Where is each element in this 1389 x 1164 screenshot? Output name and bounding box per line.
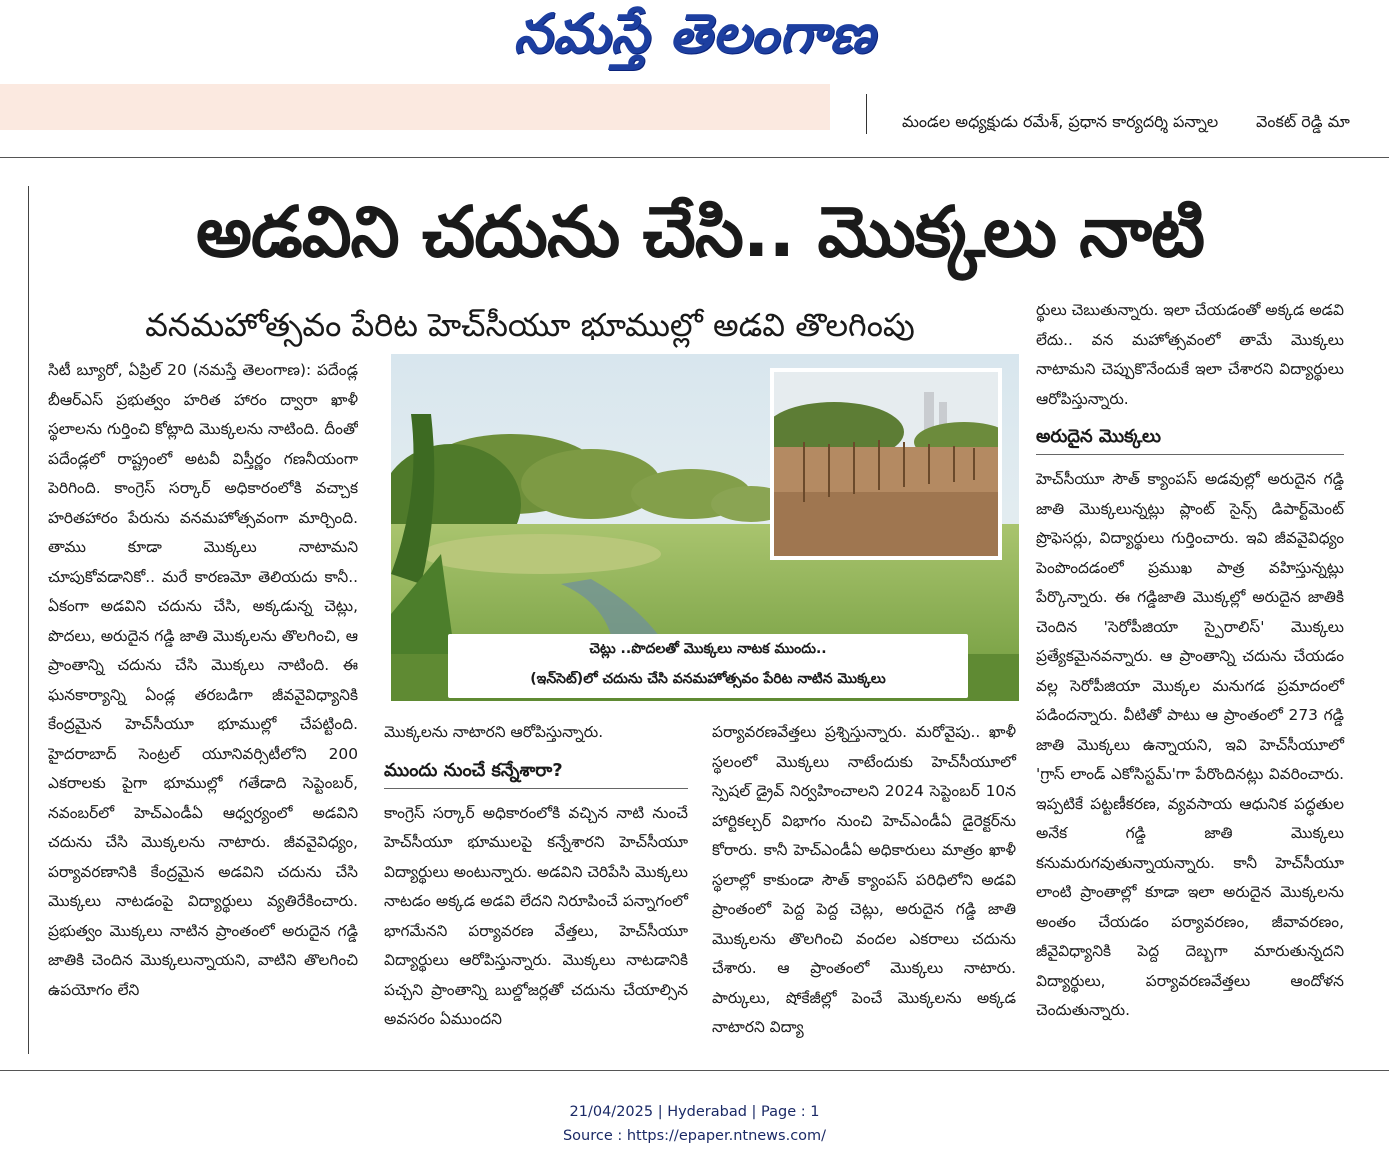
column-2-text-a: మొక్కలను నాటారని ఆరోపిస్తున్నారు. (384, 723, 604, 741)
section-subhead (1036, 422, 1344, 455)
planted-saplings-illustration (774, 372, 998, 556)
article-column-2 (384, 718, 688, 1035)
article-headline: అడవిని చదును చేసి.. మొక్కలు నాటి (195, 191, 1205, 273)
section-subhead (384, 756, 688, 789)
column-4-text-b: హెచ్‌సీయూ సౌత్ క్యాంపస్ అడవుల్లో అరుదైన గడ్డి జాతి మొక్కలున్నట్లు ప్లాంట్ సైన్స్ డిపార్ట్‌మెంట్ ప్రొఫెసర్లు, విద్యార్థులు గుర్తించారు. ఇవి జీవవైవిధ్యం పెంపొందడంలో ప్రముఖ పాత్ర వహిస్తున్నట్లు పేర్కొన్నారు. ఈ గడ్డిజాతి మొక్కల్లో అరుదైన జాతికి చెందిన 'సెరోపీజియా స్పైరాలిస్' మొక్కలు ప్రత్యేకమైనవన్నారు. ఆ ప్రాంతాన్ని చదును చేయడం వల్ల సెరోపీజియా మొక్కల మనుగడ ప్రమాదంలో పడిందన్నారు. వీటితో పాటు ఆ ప్రాంతంలో 273 గడ్డి జాతి మొక్కలు ఉన్నాయని, ఇవి హెచ్‌సీయూలో 'గ్రాస్ లాండ్ ఎకోసిస్టమ్'గా పేరొందినట్లు వివరించారు. ఇప్పటికే పట్టణీకరణ, వ్యవసాయ ఆధునిక పద్ధతుల అనేక గడ్డి జాతి మొక్కలు కనుమరుగవుతున్నాయన్నారు. కానీ హెచ్‌సీయూ లాంటి ప్రాంతాల్లో కూడా ఇలా అరుదైన మొక్కలను అంతం చేయడం పర్యావరణం, జీవావరణం, జీవైవిధ్యానికి పెద్ద దెబ్బగా మారుతున్నదని విద్యార్థులు, పర్యావరణవేత్తలు ఆందోళన చెందుతున్నారు. (1036, 470, 1344, 1019)
column-3-text: పర్యావరణవేత్తలు ప్రశ్నిస్తున్నారు. మరోవైపు.. ఖాళీ స్థలంలో మొక్కలు నాటేందుకు హెచ్‌సీయూలో స్పెషల్ డ్రైవ్ నిర్వహించాలని 2024 సెప్టెంబర్ 10న హార్టికల్చర్ విభాగం నుంచి హెచ్‌ఎండీఏ డైరెక్టర్‌ను కోరారు. కానీ హెచ్‌ఎండీఏ అధికారులు మాత్రం ఖాళీ స్థలాల్లో కాకుండా సౌత్ క్యాంపస్ పరిధిలోని అడవి ప్రాంతంలో పెద్ద పెద్ద చెట్లు, అరుదైన గడ్డి జాతి మొక్కలను తొలగించి వందల ఎకరాలు చదును చేశారు. ఆ ప్రాంతంలో మొక్కలు నాటారు. పార్కులు, షోకేజీల్లో పెంచే మొక్కలను అక్కడ నాటారని విద్యా (712, 723, 1016, 1036)
masthead (0, 0, 1389, 80)
top-strip-text: మండల అధ్యక్షుడు రమేశ్, ప్రధాన కార్యదర్శి పన్నాల (902, 112, 1219, 131)
top-strip-text-continued: వెంకట్ రెడ్డి మా (1256, 112, 1350, 131)
column-1-text: సిటీ బ్యూరో, ఏప్రిల్ 20 (నమస్తే తెలంగాణ): పదేండ్ల బీఆర్‌ఎస్ ప్రభుత్వం హరిత హారం ద్వారా ఖాళీ స్థలాలను గుర్తించి కోట్లాది మొక్కలను నాటింది. దీంతో పదేండ్లలో రాష్ట్రంలో అటవీ విస్తీర్ణం గణనీయంగా పెరిగింది. కాంగ్రెస్ సర్కార్ అధికారంలోకి వచ్చాక హరితహారం పేరును వనమహోత్సవంగా మార్చింది. తాము కూడా మొక్కలు నాటామని చూపుకోవడానికో.. మరే కారణమో తెలియదు కానీ.. ఏకంగా అడవిని చదును చేసి, అక్కడున్న చెట్లు, పొదలు, అరుదైన గడ్డి జాతి మొక్కలను తొలగించి, ఆ ప్రాంతాన్ని చదును చేసి మొక్కలు నాటింది. ఈ ఘనకార్యాన్ని ఏండ్ల తరబడిగా జీవవైవిధ్యానికి కేంద్రమైన హెచ్‌సీయూ భూముల్లో చేపట్టింది. హైదరాబాద్ సెంట్రల్ యూనివర్సిటీలోని 200 ఎకరాలకు పైగా భూముల్లో గతేడాది సెప్టెంబర్, నవంబర్‌లో హెచ్‌ఎండీఏ ఆధ్వర్యంలో అడవిని చదును చేసి మొక్కలను నాటారు. జీవవైవిధ్యం, పర్యావరణానికి కేంద్రమైన అడవిని చదును చేసి మొక్కలు నాటడంపై విద్యార్థులు వ్యతిరేకించారు. ప్రభుత్వం మొక్కలు నాటిన ప్రాంతంలో అరుదైన గడ్డి జాతికి చెందిన మొక్కలున్నాయని, వాటిని తొలగించి ఉపయోగం లేని (48, 361, 358, 999)
top-rule (0, 157, 1389, 158)
top-strip-shade (0, 84, 830, 130)
bottom-rule (0, 1070, 1389, 1071)
caption-line-1: చెట్లు ..పొదలతో మొక్కలు నాటక ముందు.. (589, 641, 827, 657)
section-subhead-text: అరుదైన మొక్కలు (1036, 426, 1161, 447)
column-2-text-b: కాంగ్రెస్ సర్కార్ అధికారంలోకి వచ్చిన నాటి నుంచే హెచ్‌సీయూ భూములపై కన్నేశారని హెచ్‌సీయూ విద్యార్థులు అంటున్నారు. అడవిని చెరిపేసి మొక్కలు నాటడం అక్కడ అడవి లేదని నిరూపించే పన్నాగంలో భాగమేనని పర్యావరణ వేత్తలు, హెచ్‌సీయూ విద్యార్థులు ఆరోపిస్తున్నారు. మొక్కలు నాటడానికి పచ్చని ప్రాంతాన్ని బుల్డోజర్లతో చదును చేయాల్సిన అవసరం ఏముందని (384, 803, 688, 1028)
subhead-underline (384, 788, 688, 789)
inset-photo (770, 368, 1002, 560)
footer-source-link[interactable]: Source : https://epaper.ntnews.com/ (562, 1128, 827, 1144)
subhead-underline (1036, 454, 1344, 455)
section-subhead-text: ముందు నుంచే కన్నేశారా? (384, 759, 563, 781)
article-subheadline: వనమహోత్సవం పేరిట హెచ్‌సీయూ భూముల్లో అడవి తొలగింపు (145, 306, 915, 344)
article-column-4 (1036, 296, 1344, 1026)
column-4-text-a: ర్థులు చెబుతున్నారు. ఇలా చేయడంతో అక్కడ అడవి లేదు.. వన మహోత్సవంలో తామే మొక్కలు నాటామని చెప్పుకొనేందుకే ఇలా చేశారని విద్యార్థులు ఆరోపిస్తున్నారు. (1036, 301, 1344, 408)
caption-line-2: (ఇన్‌సెట్)లో చదును చేసి వనమహోత్సవం పేరిట నాటిన మొక్కలు (530, 671, 886, 687)
photo-caption (448, 634, 968, 698)
footer-date-page: 21/04/2025 | Hyderabad | Page : 1 (569, 1104, 820, 1120)
page-footer (0, 1100, 1389, 1148)
column-divider (866, 94, 867, 134)
article-column-1 (48, 356, 358, 1056)
left-border-rule (28, 186, 29, 1054)
newspaper-logo-title: నమస్తే తెలంగాణ (513, 1, 876, 65)
article-column-3 (712, 718, 1016, 1043)
